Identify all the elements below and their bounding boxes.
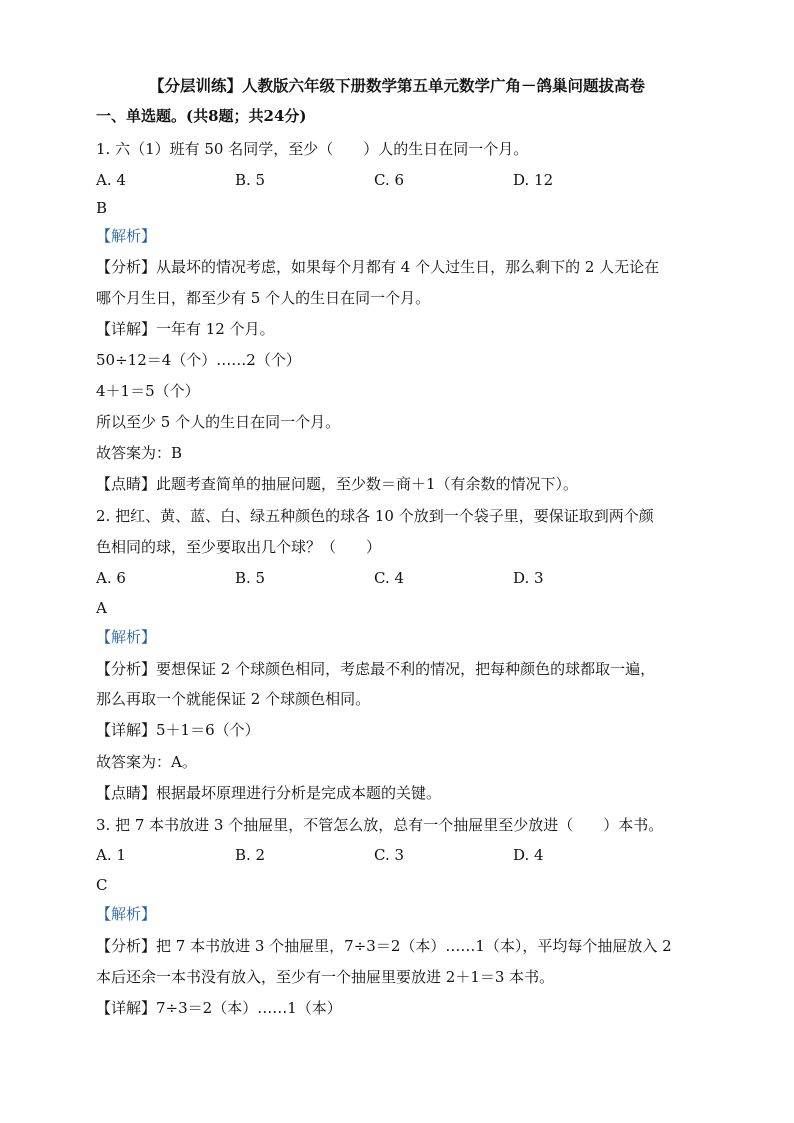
question-1-options	[96, 170, 706, 190]
question-1-detail: 故答案为：B	[96, 444, 183, 462]
question-1-detail: 4＋1＝5（个）	[96, 382, 200, 400]
option-d: D. 12	[513, 171, 554, 189]
section-heading: 一、单选题。(共8题；共24分)	[96, 107, 307, 125]
question-1-detail: 【详解】一年有 12 个月。	[96, 320, 275, 338]
option-b: B. 5	[235, 171, 266, 189]
question-3-stem: 3. 把 7 本书放进 3 个抽屉里，不管怎么放，总有一个抽屉里至少放进（ ）本书。	[96, 816, 664, 834]
question-1-answer: B	[96, 199, 108, 217]
question-2-analysis: 那么再取一个就能保证 2 个球颜色相同。	[96, 690, 371, 708]
option-d: D. 3	[513, 569, 544, 587]
question-1-analysis: 哪个月生日，都至少有 5 个人的生日在同一个月。	[96, 289, 431, 307]
question-3-analysis: 【分析】把 7 本书放进 3 个抽屉里，7÷3＝2（本）……1（本），平均每个抽屉放入 2	[96, 937, 672, 955]
question-2-options	[96, 568, 706, 588]
question-1-stem: 1. 六（1）班有 50 名同学，至少（ ）人的生日在同一个月。	[96, 140, 529, 158]
option-c: C. 6	[374, 171, 405, 189]
question-2-jiexi-label: 【解析】	[96, 628, 157, 646]
option-c: C. 4	[374, 569, 405, 587]
question-3-options	[96, 845, 706, 865]
option-a: A. 1	[96, 846, 126, 864]
question-2-analysis: 【分析】要想保证 2 个球颜色相同，考虑最不利的情况，把每种颜色的球都取一遍，	[96, 660, 656, 678]
question-2-stem: 色相同的球，至少要取出几个球？（ ）	[96, 538, 382, 556]
question-3-answer: C	[96, 876, 108, 894]
question-1-comment: 【点睛】此题考查简单的抽屉问题，至少数＝商＋1（有余数的情况下）。	[96, 475, 579, 493]
question-1-detail: 所以至少 5 个人的生日在同一个月。	[96, 413, 341, 431]
question-3-detail: 【详解】7÷3＝2（本）……1（本）	[96, 999, 342, 1017]
option-d: D. 4	[513, 846, 544, 864]
question-1-analysis: 【分析】从最坏的情况考虑，如果每个月都有 4 个人过生日，那么剩下的 2 人无论在	[96, 258, 660, 276]
option-a: A. 4	[96, 171, 126, 189]
option-c: C. 3	[374, 846, 405, 864]
question-1-jiexi-label: 【解析】	[96, 227, 157, 245]
question-2-answer: A	[96, 599, 107, 617]
question-1-detail: 50÷12＝4（个）……2（个）	[96, 351, 301, 369]
option-a: A. 6	[96, 569, 126, 587]
document-title: 【分层训练】人教版六年级下册数学第五单元数学广角－鸽巢问题拔高卷	[148, 76, 645, 95]
question-2-detail: 【详解】5＋1＝6（个）	[96, 721, 260, 739]
option-b: B. 2	[235, 846, 266, 864]
question-3-analysis: 本后还余一本书没有放入，至少有一个抽屉里要放进 2＋1＝3 本书。	[96, 968, 555, 986]
question-2-detail: 故答案为：A。	[96, 753, 197, 771]
question-2-comment: 【点睛】根据最坏原理进行分析是完成本题的关键。	[96, 784, 442, 802]
option-b: B. 5	[235, 569, 266, 587]
question-2-stem: 2. 把红、黄、蓝、白、绿五种颜色的球各 10 个放到一个袋子里，要保证取到两个颜	[96, 507, 654, 525]
question-3-jiexi-label: 【解析】	[96, 905, 157, 923]
